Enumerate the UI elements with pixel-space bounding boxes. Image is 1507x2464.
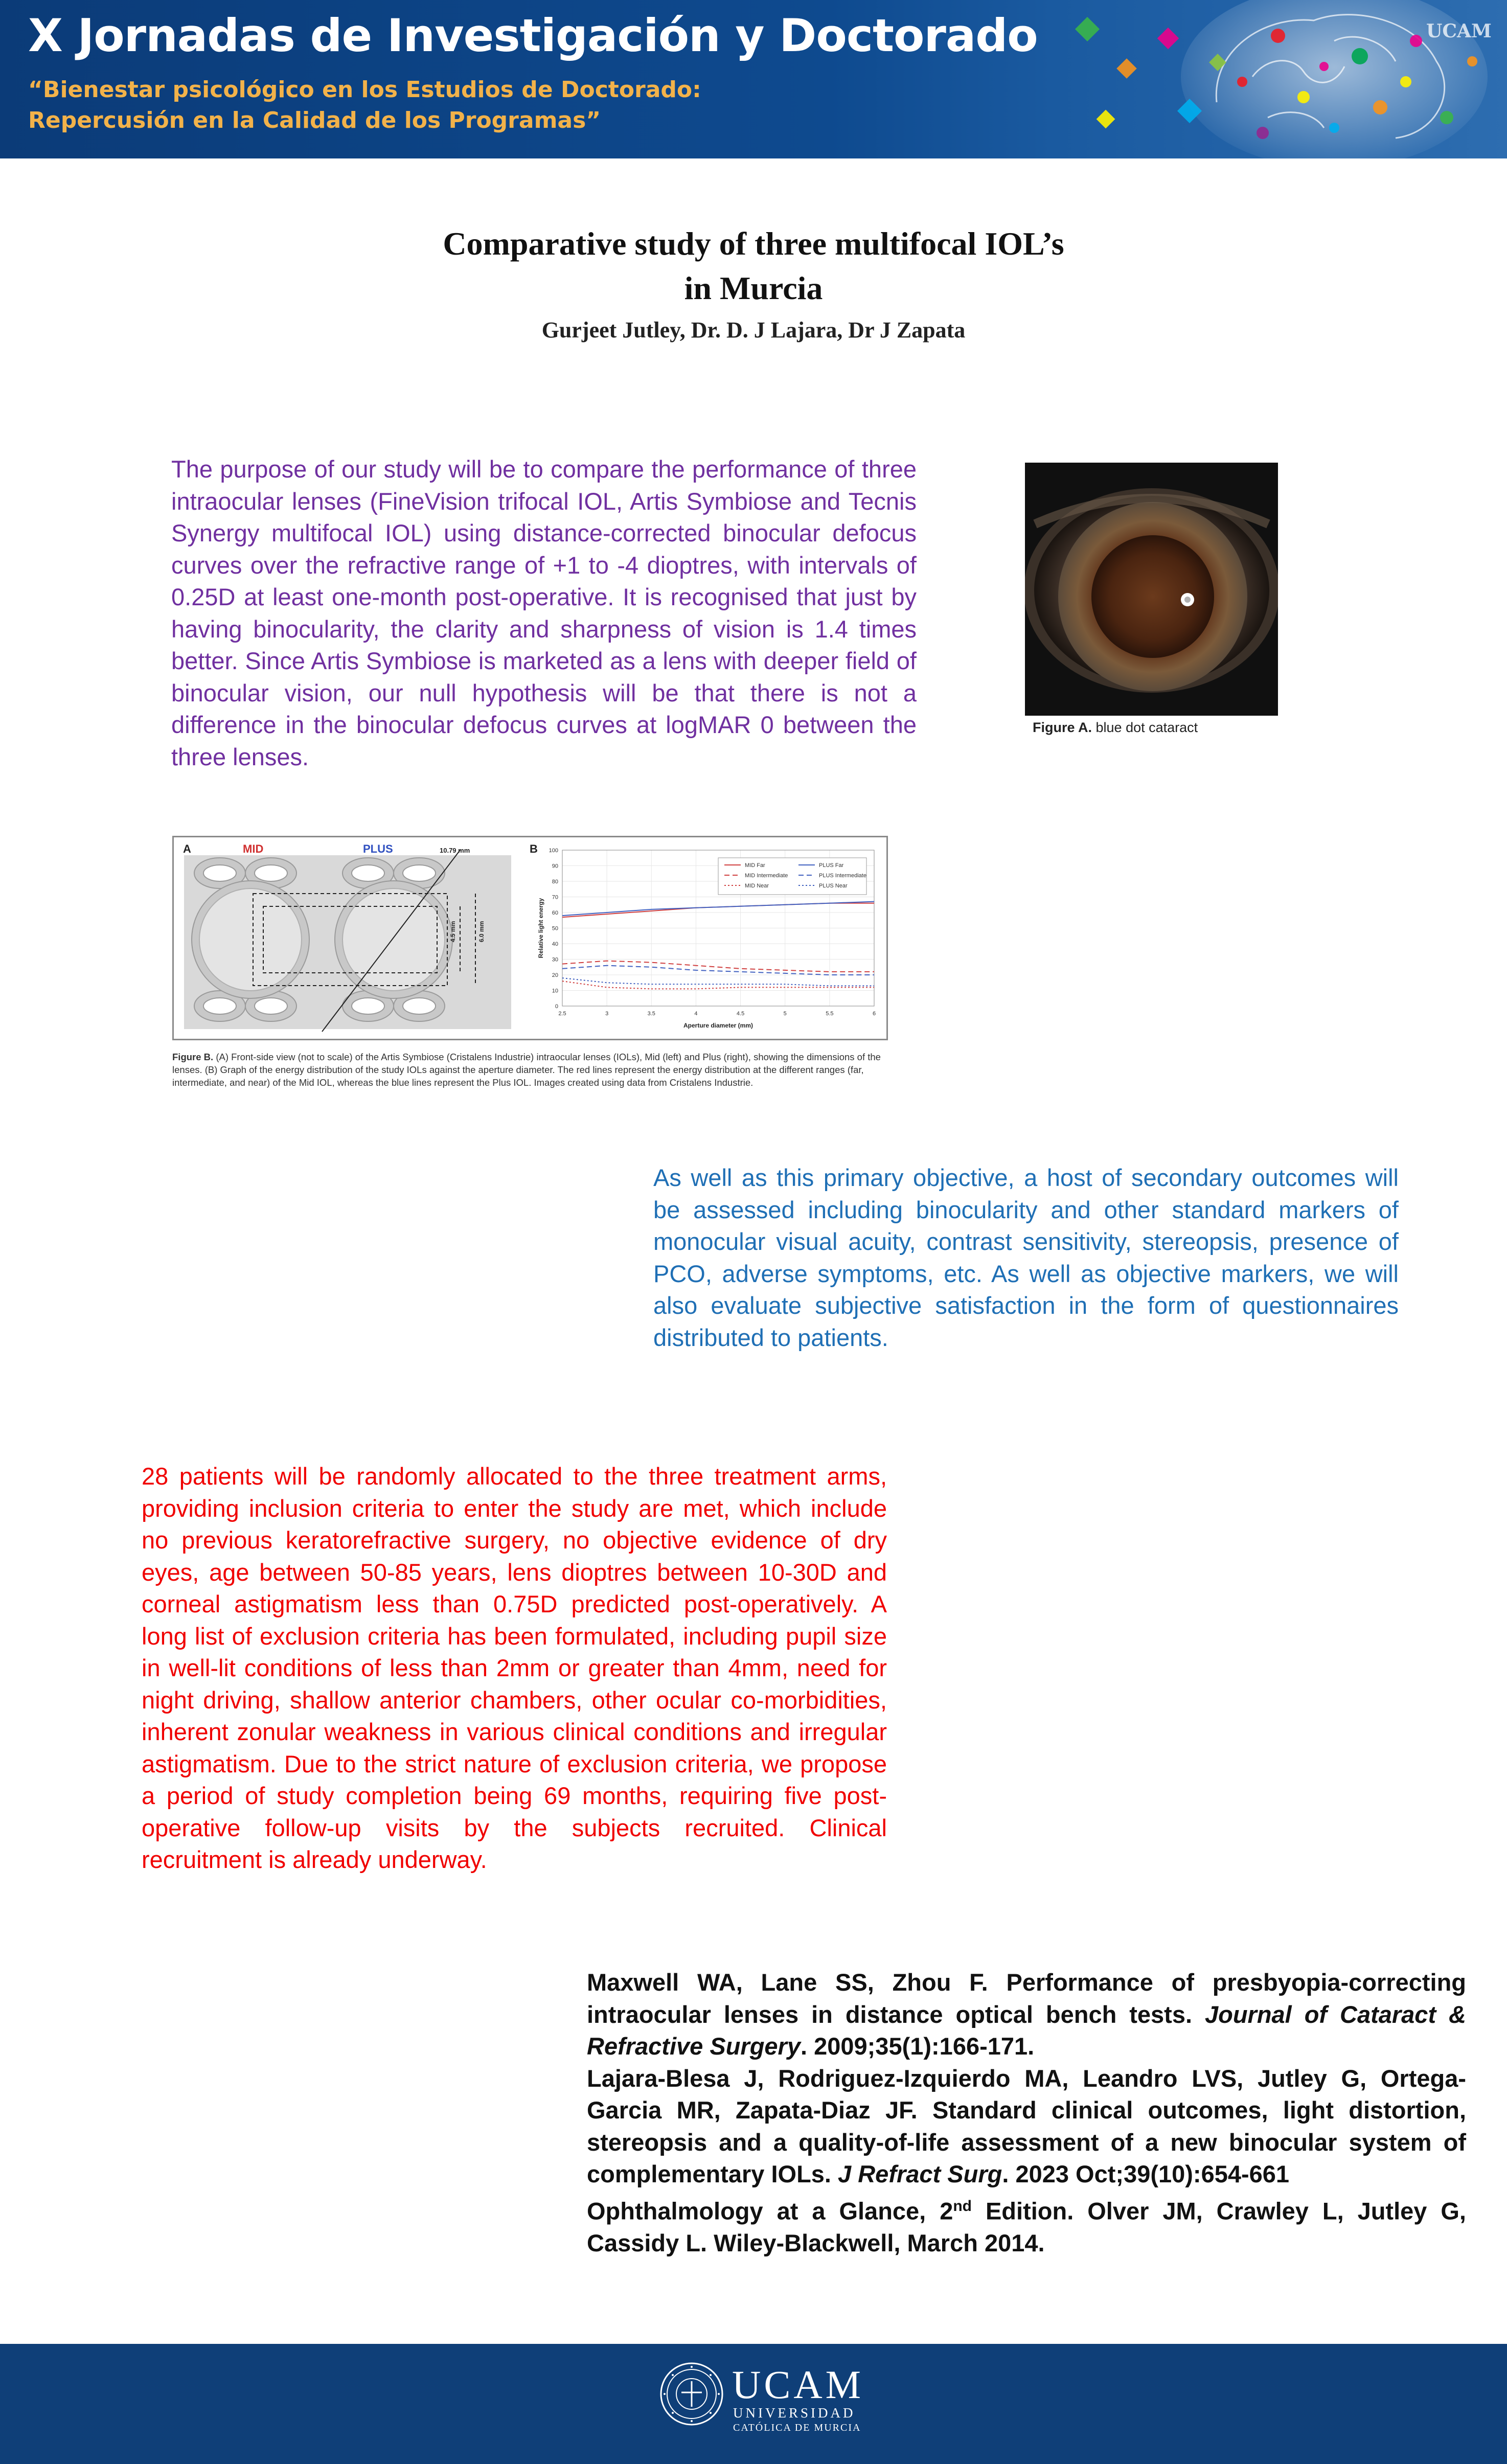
y-tick-label: 0 (555, 1003, 558, 1010)
x-tick-label: 3.5 (647, 1011, 655, 1017)
y-axis-label: Relative light energy (537, 898, 544, 959)
dim-diag-label: 10.79 mm (440, 847, 470, 854)
panel-a-label: A (183, 842, 191, 855)
y-tick-label: 80 (552, 879, 558, 885)
legend-entry: PLUS Near (819, 883, 848, 889)
poster-title-line1: Comparative study of three multifocal IOL’s (443, 225, 1064, 262)
plus-label: PLUS (363, 842, 393, 855)
poster-authors: Gurjeet Jutley, Dr. D. J Lajara, Dr J Zapata (541, 317, 966, 343)
event-subtitle-line1: “Bienestar psicológico en los Estudios de Doctorado: (28, 77, 701, 103)
reference-3: Ophthalmology at a Glance, 2nd Edition. Olver JM, Crawley L, Jutley G, Cassidy L. Wiley-Blackwell, March 2014. (587, 2197, 1466, 2256)
y-tick-label: 60 (552, 910, 558, 916)
x-axis-label: Aperture diameter (mm) (683, 1022, 754, 1029)
x-tick-label: 4.5 (736, 1011, 745, 1017)
poster-title-line2: in Murcia (684, 270, 823, 306)
figure-b-caption-text: (A) Front-side view (not to scale) of the Artis Symbiose (Cristalens Industrie) intraocular lenses (IOLs), Mid (left) and Plus (right), showing the dimensions of the lenses. (B) Graph of the energy distribution of the study IOLs against the aperture diameter. The red lines represent the energy distribution at the different ranges (far, intermediate, and near) of the Mid IOL, whereas the blue lines represent the Plus IOL. Images created using data from Cristalens Industrie. (172, 1052, 881, 1088)
y-tick-label: 50 (552, 925, 558, 932)
figure-b-panel-b (527, 837, 886, 1039)
header-logo-text: UCAM (1426, 20, 1492, 42)
footer-universidad: UNIVERSIDAD (733, 2405, 856, 2421)
reference-1: Maxwell WA, Lane SS, Zhou F. Performance of presbyopia-correcting intraocular lenses in distance optical bench tests. Journal of Cataract & Refractive Surgery. 2009;35(1):166-171. (587, 1969, 1466, 2060)
y-tick-label: 30 (552, 956, 558, 963)
legend-entry: MID Far (745, 862, 765, 869)
y-tick-label: 40 (552, 941, 558, 947)
legend-entry: MID Intermediate (745, 873, 788, 879)
patients-paragraph: 28 patients will be randomly allocated to the three treatment arms, providing inclusion criteria to enter the study are met, which include no previous keratorefractive surgery, no objective evidence of dry eyes, age between 50-85 years, lens dioptres between 10-30D and corneal astigmatism less than 0.75D predicted post-operatively. A long list of exclusion criteria has been formulated, including pupil size in well-lit conditions of less than 2mm or greater than 4mm, need for night driving, shallow anterior chambers, other ocular co-morbidities, inherent zonular weakness in various clinical conditions and irregular astigmatism. Due to the strict nature of exclusion criteria, we propose a period of study completion being 69 months, requiring five post-operative follow-up visits by the subjects recruited. Clinical recruitment is already underway. (142, 1463, 887, 1873)
event-title: X Jornadas de Investigación y Doctorado (28, 9, 1038, 62)
y-tick-label: 10 (552, 988, 558, 994)
figure-a-caption (1033, 720, 1198, 736)
energy-chart (527, 837, 886, 1039)
footer-catolica: CATÓLICA DE MURCIA (733, 2422, 861, 2433)
figure-b-caption (172, 1051, 888, 1089)
legend-entry: PLUS Intermediate (819, 873, 866, 879)
dim-outer-label: 6.0 mm (478, 921, 485, 942)
x-tick-label: 2.5 (558, 1011, 566, 1017)
figure-a-caption-text: blue dot cataract (1095, 720, 1198, 735)
purpose-paragraph: The purpose of our study will be to compare the performance of three intraocular lenses (FineVision trifocal IOL, Artis Symbiose and Tecnis Synergy multifocal IOL) using distance-corrected binocular defocus curves over the refractive range of +1 to -4 dioptres, with intervals of 0.25D at least one-month post-operative. It is recognised that just by having binocularity, the clarity and sharpness of vision is 1.4 times better. Since Artis Symbiose is marketed as a lens with deeper field of binocular vision, our null hypothesis will be that there is not a difference in the binocular defocus curves at logMAR 0 between the three lenses. (171, 455, 917, 770)
y-tick-label: 70 (552, 894, 558, 901)
figure-b (172, 836, 888, 1040)
y-tick-label: 100 (549, 848, 558, 854)
x-tick-label: 6 (872, 1011, 876, 1017)
x-tick-label: 5.5 (826, 1011, 834, 1017)
y-tick-label: 90 (552, 863, 558, 870)
x-tick-label: 3 (605, 1011, 609, 1017)
ucam-seal-icon (658, 2361, 725, 2427)
series-line (562, 903, 874, 918)
dim-inner-label: 4.5 mm (449, 921, 456, 942)
figure-b-panel-a (174, 837, 527, 1039)
header-banner (0, 0, 1507, 158)
x-tick-label: 5 (783, 1011, 787, 1017)
legend-entry: MID Near (745, 883, 769, 889)
series-line (562, 961, 874, 972)
panel-b-label: B (530, 842, 538, 855)
mid-label: MID (243, 842, 264, 855)
legend-entry: PLUS Far (819, 862, 844, 869)
y-tick-label: 20 (552, 972, 558, 978)
x-tick-label: 4 (694, 1011, 698, 1017)
footer-ucam-logo: UCAM (732, 2362, 864, 2407)
figure-b-label: Figure B. (172, 1052, 214, 1062)
reference-2: Lajara-Blesa J, Rodriguez-Izquierdo MA, Leandro LVS, Jutley G, Ortega-Garcia MR, Zapata-Diaz JF. Standard clinical outcomes, light distortion, stereopsis and a quality-of-life assessment of a new binocular system of complementary IOLs. J Refract Surg. 2023 Oct;39(10):654-661 (587, 2064, 1466, 2187)
series-line (562, 978, 874, 986)
figure-a-eye-image (1025, 463, 1278, 716)
event-subtitle-line2: Repercusión en la Calidad de los Programas” (28, 107, 601, 133)
figure-a-label: Figure A. (1033, 720, 1092, 735)
secondary-outcomes-paragraph: As well as this primary objective, a host of secondary outcomes will be assessed including binocularity and other standard markers of monocular visual acuity, contrast sensitivity, stereopsis, presence of PCO, adverse symptoms, etc. As well as objective markers, we will also evaluate subjective satisfaction in the form of questionnaires distributed to patients. (653, 1164, 1399, 1351)
references (587, 1967, 1466, 2259)
